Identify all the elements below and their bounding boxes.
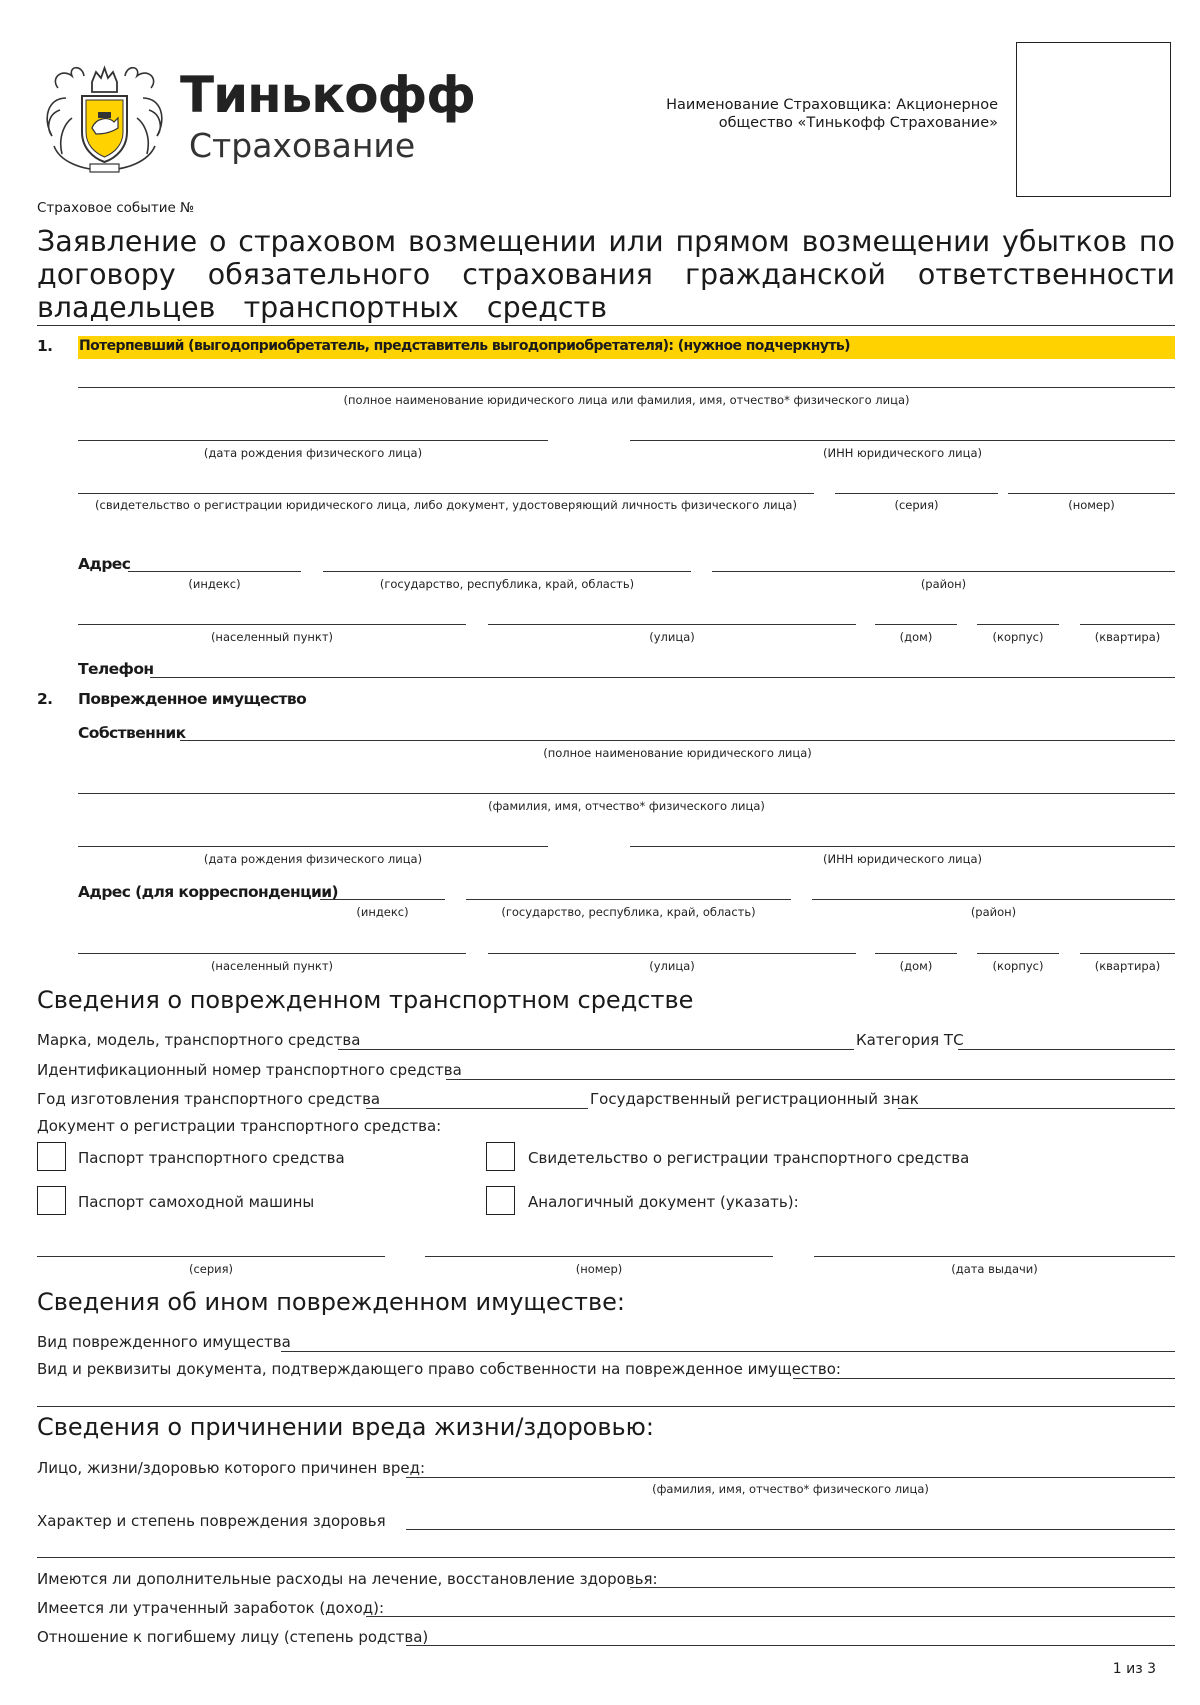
vehicle-vin-label: Идентификационный номер транспортного средства [37, 1061, 462, 1079]
certificate-option-label: Свидетельство о регистрации транспортного средства [528, 1149, 970, 1167]
title-underline [37, 325, 1175, 326]
owner-locality-caption: (населенный пункт) [210, 959, 334, 973]
victim-doc-series-field[interactable] [835, 493, 998, 494]
health-heading: Сведения о причинении вреда жизни/здоровью: [37, 1413, 654, 1441]
vehicle-make-model-label: Марка, модель, транспортного средства [37, 1031, 361, 1049]
victim-fullname-field[interactable] [78, 387, 1175, 388]
owner-birthdate-field[interactable] [78, 846, 548, 847]
victim-birthdate-caption: (дата рождения физического лица) [203, 446, 423, 460]
section-1-number: 1. [37, 337, 53, 355]
victim-document-field[interactable] [78, 493, 814, 494]
victim-phone-field[interactable] [150, 677, 1175, 678]
section-1-title: Потерпевший (выгодоприобретатель, представитель выгодоприобретателя): (нужное подчеркнуть) [79, 338, 850, 354]
event-number-label: Страховое событие № [37, 200, 195, 216]
selfpropelled-checkbox[interactable] [37, 1186, 66, 1215]
passport-option-label: Паспорт транспортного средства [78, 1149, 345, 1167]
relation-field[interactable] [406, 1645, 1175, 1646]
vehicle-plate-label: Государственный регистрационный знак [590, 1090, 919, 1108]
owner-locality-field[interactable] [78, 953, 466, 954]
owner-state-caption: (государство, республика, край, область) [501, 905, 756, 919]
victim-doc-number-field[interactable] [1008, 493, 1175, 494]
page-number: 1 из 3 [1112, 1661, 1156, 1677]
extra-expenses-field[interactable] [630, 1587, 1175, 1588]
vehicle-year-field[interactable] [366, 1108, 588, 1109]
victim-locality-field[interactable] [78, 624, 466, 625]
brand-subtitle: Страхование [189, 126, 416, 165]
owner-fio-caption: (фамилия, имя, отчество* физического лица) [488, 799, 765, 813]
owner-state-field[interactable] [466, 899, 791, 900]
victim-inn-caption: (ИНН юридического лица) [822, 446, 982, 460]
victim-address-label: Адрес [78, 555, 131, 573]
victim-locality-caption: (населенный пункт) [210, 630, 334, 644]
title-row-2: договору обязательного страхования гражданской ответственности [37, 258, 1175, 291]
analog-checkbox[interactable] [486, 1186, 515, 1215]
doc-number-caption: (номер) [575, 1262, 623, 1276]
vehicle-plate-field[interactable] [898, 1108, 1175, 1109]
owner-flat-field[interactable] [1080, 953, 1175, 954]
title-row-1: Заявление о страховом возмещении или прямом возмещении убытков по [37, 225, 1175, 258]
owner-index-field[interactable] [320, 899, 445, 900]
owner-index-caption: (индекс) [356, 905, 409, 919]
vehicle-category-field[interactable] [958, 1049, 1175, 1050]
other-property-heading: Сведения об ином поврежденном имуществе: [37, 1288, 625, 1316]
ownership-doc-field[interactable] [793, 1378, 1175, 1379]
certificate-checkbox[interactable] [486, 1142, 515, 1171]
owner-building-caption: (корпус) [992, 959, 1044, 973]
victim-house-field[interactable] [875, 624, 957, 625]
victim-fullname-caption: (полное наименование юридического лица или фамилия, имя, отчество* физического лица) [343, 393, 910, 407]
doc-issue-date-caption: (дата выдачи) [951, 1262, 1038, 1276]
vehicle-vin-field[interactable] [446, 1079, 1175, 1080]
owner-building-field[interactable] [977, 953, 1059, 954]
insurer-name-line-1: Наименование Страховщика: Акционерное [666, 97, 998, 113]
doc-number-field[interactable] [425, 1256, 773, 1257]
victim-state-field[interactable] [323, 571, 691, 572]
owner-address-label: Адрес (для корреспонденции) [78, 883, 338, 901]
victim-inn-field[interactable] [630, 440, 1175, 441]
owner-fio-field[interactable] [78, 793, 1175, 794]
doc-series-caption: (серия) [188, 1262, 234, 1276]
victim-street-field[interactable] [488, 624, 856, 625]
lost-income-label: Имеется ли утраченный заработок (доход): [37, 1599, 385, 1617]
vehicle-reg-doc-label: Документ о регистрации транспортного средства: [37, 1117, 442, 1135]
victim-street-caption: (улица) [649, 630, 695, 644]
injured-person-field[interactable] [406, 1477, 1175, 1478]
injured-person-caption: (фамилия, имя, отчество* физического лица) [652, 1482, 929, 1496]
lost-income-field[interactable] [366, 1616, 1175, 1617]
owner-inn-field[interactable] [630, 846, 1175, 847]
victim-district-caption: (район) [920, 577, 967, 591]
owner-street-caption: (улица) [649, 959, 695, 973]
other-property-type-field[interactable] [281, 1351, 1175, 1352]
owner-district-caption: (район) [970, 905, 1017, 919]
ownership-doc-field-2[interactable] [37, 1406, 1175, 1407]
owner-legal-caption: (полное наименование юридического лица) [543, 746, 812, 760]
health-damage-label: Характер и степень повреждения здоровья [37, 1512, 386, 1530]
selfpropelled-option-label: Паспорт самоходной машины [78, 1193, 315, 1211]
victim-doc-number-caption: (номер) [1068, 498, 1115, 512]
title-row-3: владельцев транспортных средств [37, 291, 607, 324]
owner-flat-caption: (квартира) [1094, 959, 1161, 973]
victim-birthdate-field[interactable] [78, 440, 548, 441]
victim-building-caption: (корпус) [992, 630, 1044, 644]
victim-building-field[interactable] [977, 624, 1059, 625]
section-2-number: 2. [37, 690, 53, 708]
doc-issue-date-field[interactable] [814, 1256, 1175, 1257]
analog-option-label: Аналогичный документ (указать): [528, 1193, 799, 1211]
owner-district-field[interactable] [812, 899, 1175, 900]
victim-state-caption: (государство, республика, край, область) [379, 577, 635, 591]
relation-label: Отношение к погибшему лицу (степень родства) [37, 1628, 429, 1646]
company-logo-emblem [38, 58, 171, 178]
ownership-doc-label: Вид и реквизиты документа, подтверждающего право собственности на поврежденное имущество: [37, 1360, 841, 1378]
owner-inn-caption: (ИНН юридического лица) [822, 852, 982, 866]
owner-house-field[interactable] [875, 953, 957, 954]
brand-name: Тинькофф [180, 66, 475, 124]
health-damage-field-2[interactable] [37, 1557, 1175, 1558]
victim-house-caption: (дом) [899, 630, 933, 644]
victim-flat-field[interactable] [1080, 624, 1175, 625]
vehicle-category-label: Категория ТС [856, 1031, 964, 1049]
owner-legal-field[interactable] [180, 740, 1175, 741]
victim-flat-caption: (квартира) [1094, 630, 1161, 644]
section-2-title: Поврежденное имущество [78, 690, 307, 708]
victim-doc-series-caption: (серия) [894, 498, 939, 512]
doc-series-field[interactable] [37, 1256, 385, 1257]
insurer-name-line-2: общество «Тинькофф Страхование» [718, 115, 998, 131]
owner-birthdate-caption: (дата рождения физического лица) [203, 852, 423, 866]
passport-checkbox[interactable] [37, 1142, 66, 1171]
other-property-type-label: Вид поврежденного имущества [37, 1333, 291, 1351]
victim-district-field[interactable] [712, 571, 1175, 572]
victim-index-field[interactable] [128, 571, 301, 572]
health-damage-field[interactable] [406, 1529, 1175, 1530]
owner-house-caption: (дом) [899, 959, 933, 973]
vehicle-year-label: Год изготовления транспортного средства [37, 1090, 381, 1108]
victim-document-caption: (свидетельство о регистрации юридического лица, либо документ, удостоверяющий личность физического лица) [95, 498, 797, 512]
extra-expenses-label: Имеются ли дополнительные расходы на лечение, восстановление здоровья: [37, 1570, 658, 1588]
vehicle-heading: Сведения о поврежденном транспортном средстве [37, 986, 694, 1014]
owner-street-field[interactable] [488, 953, 856, 954]
victim-index-caption: (индекс) [188, 577, 241, 591]
photo-stamp-box [1016, 42, 1171, 197]
vehicle-make-model-field[interactable] [338, 1049, 854, 1050]
victim-phone-label: Телефон [78, 660, 154, 678]
injured-person-label: Лицо, жизни/здоровью которого причинен вред: [37, 1459, 426, 1477]
owner-label: Собственник [78, 724, 186, 742]
